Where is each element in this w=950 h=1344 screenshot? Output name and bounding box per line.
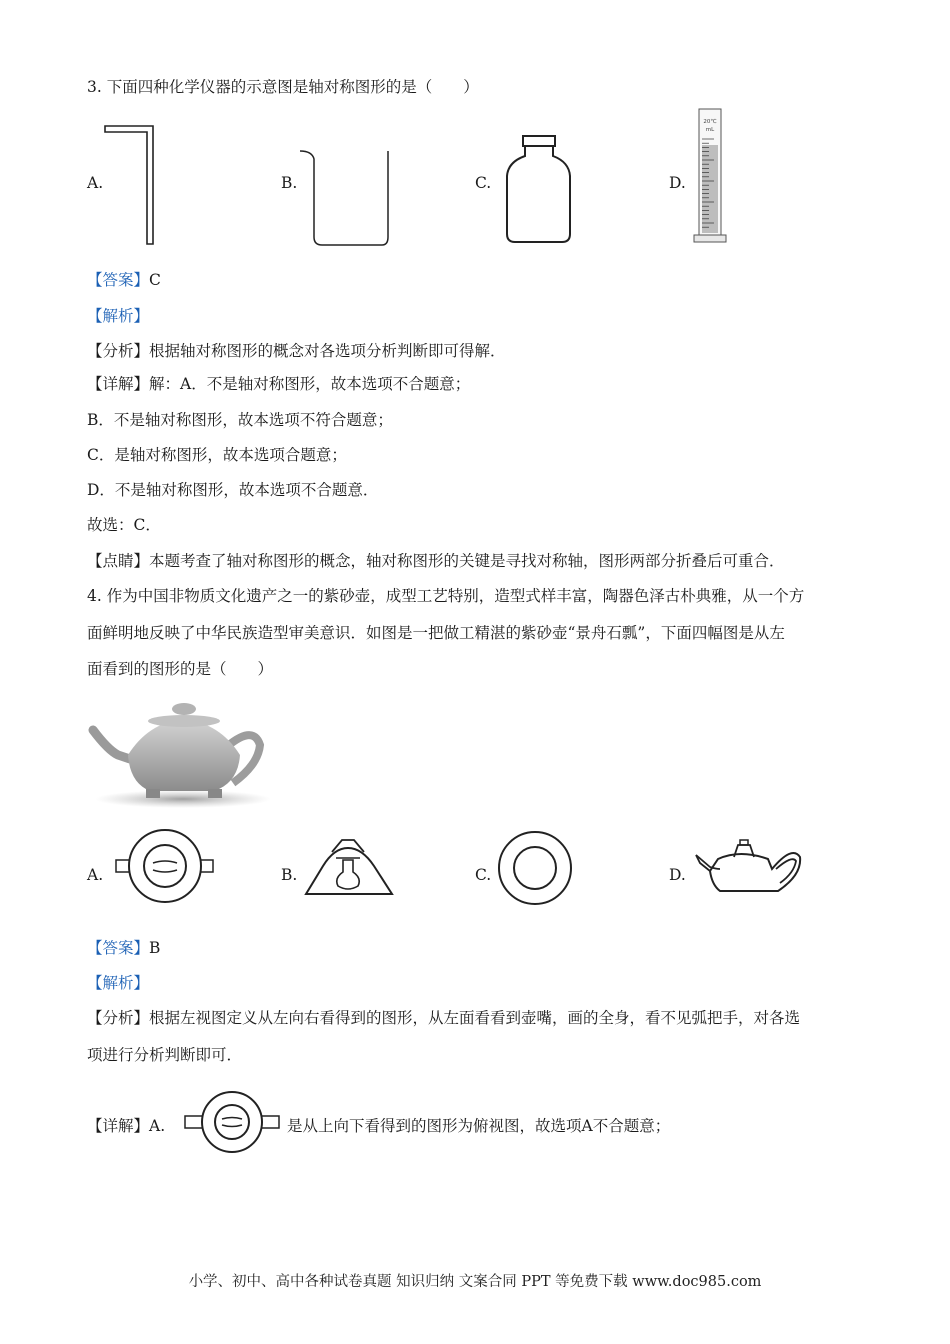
q4-option-a-label: A.	[87, 866, 104, 884]
q4-option-b-label: B.	[281, 866, 298, 884]
teapot-top-view-figure	[113, 827, 217, 907]
cylinder-temp-label: 20℃	[703, 119, 717, 125]
q3-option-c-label: C.	[475, 174, 492, 192]
q4-fenxi-text-1: 根据左视图定义从左向右看得到的图形，从左面看看到壶嘴，画的全身，看不见弧把手，对各选	[149, 1009, 801, 1027]
q4-xiangjie-tag: 【详解】	[87, 1117, 150, 1135]
q4-option-c-label: C.	[475, 866, 492, 884]
q3-analysis-tag: 【解析】	[87, 307, 150, 325]
q3-fenxi-text: 根据轴对称图形的概念对各选项分析判断即可得解．	[149, 342, 506, 360]
q3-dianjing	[87, 551, 785, 571]
q4-stem-line-1: 4. 作为中国非物质文化遗产之一的紫砂壶，成型工艺特别，造型式样丰富，陶器色泽古朴典雅，从一个方	[87, 587, 805, 605]
teapot-top-view-inline-figure	[182, 1088, 282, 1156]
q3-xiangjie-tag: 【详解】	[87, 375, 150, 393]
q3-analysis-heading	[87, 306, 149, 326]
q3-choose: 故选：C．	[87, 516, 161, 534]
q4-analysis-tag: 【解析】	[87, 974, 150, 992]
q3-option-b-label: B.	[281, 174, 298, 192]
q3-answer-tag: 【答案】	[87, 271, 150, 289]
q4-fenxi-line-2: 项进行分析判断即可．	[87, 1046, 243, 1064]
q4-answer	[87, 938, 160, 958]
q3-line-c: C．是轴对称图形，故本选项合题意；	[87, 446, 347, 464]
q4-fenxi-line-1	[87, 1008, 800, 1028]
l-shaped-tube-figure	[100, 120, 160, 250]
beaker-figure	[296, 145, 396, 250]
q4-xiangjie-prefix: A.	[149, 1117, 166, 1135]
q4-answer-tag: 【答案】	[87, 939, 150, 957]
graduated-cylinder-figure	[690, 105, 730, 247]
q3-option-a-label: A.	[87, 174, 104, 192]
teapot-left-view-figure	[298, 830, 400, 900]
q3-xiangjie-text: 解：A．不是轴对称图形，故本选项不合题意；	[149, 375, 471, 393]
teapot-photo	[88, 695, 273, 810]
concentric-circles-figure	[495, 828, 575, 908]
q3-line-b: B．不是轴对称图形，故本选项不符合题意；	[87, 411, 393, 429]
cylinder-unit-label: mL	[705, 127, 715, 133]
q4-answer-value: B	[149, 939, 161, 957]
q4-stem-line-3: 面看到的图形的是（ ）	[87, 660, 274, 678]
q4-fenxi-tag: 【分析】	[87, 1009, 150, 1027]
q4-analysis-heading	[87, 973, 149, 993]
q3-dianjing-tag: 【点睛】	[87, 552, 150, 570]
q4-stem-line-2: 面鲜明地反映了中华民族造型审美意识．如图是一把做工精湛的紫砂壶“景舟石瓢”，下面四幅图是从左	[87, 624, 785, 642]
q3-line-d: D．不是轴对称图形，故本选项不合题意．	[87, 481, 379, 499]
q3-stem: 3. 下面四种化学仪器的示意图是轴对称图形的是（ ）	[87, 78, 479, 96]
q3-answer	[87, 270, 161, 290]
q3-answer-value: C	[149, 271, 161, 289]
q3-option-d-label: D.	[669, 174, 686, 192]
q4-option-d-label: D.	[669, 866, 686, 884]
reagent-bottle-figure	[502, 132, 577, 250]
q3-fenxi-tag: 【分析】	[87, 342, 150, 360]
q4-xiangjie-text: 是从上向下看得到的图形为俯视图，故选项A不合题意；	[287, 1117, 671, 1135]
q3-dianjing-text: 本题考查了轴对称图形的概念，轴对称图形的关键是寻找对称轴，图形两部分折叠后可重合．	[149, 552, 785, 570]
page-footer: 小学、初中、高中各种试卷真题 知识归纳 文案合同 PPT 等免费下载 www.doc985.com	[188, 1274, 762, 1290]
q4-xiangjie	[87, 1116, 165, 1136]
q3-xiangjie	[87, 374, 470, 394]
q3-fenxi	[87, 341, 506, 361]
teapot-front-view-figure	[692, 835, 807, 900]
